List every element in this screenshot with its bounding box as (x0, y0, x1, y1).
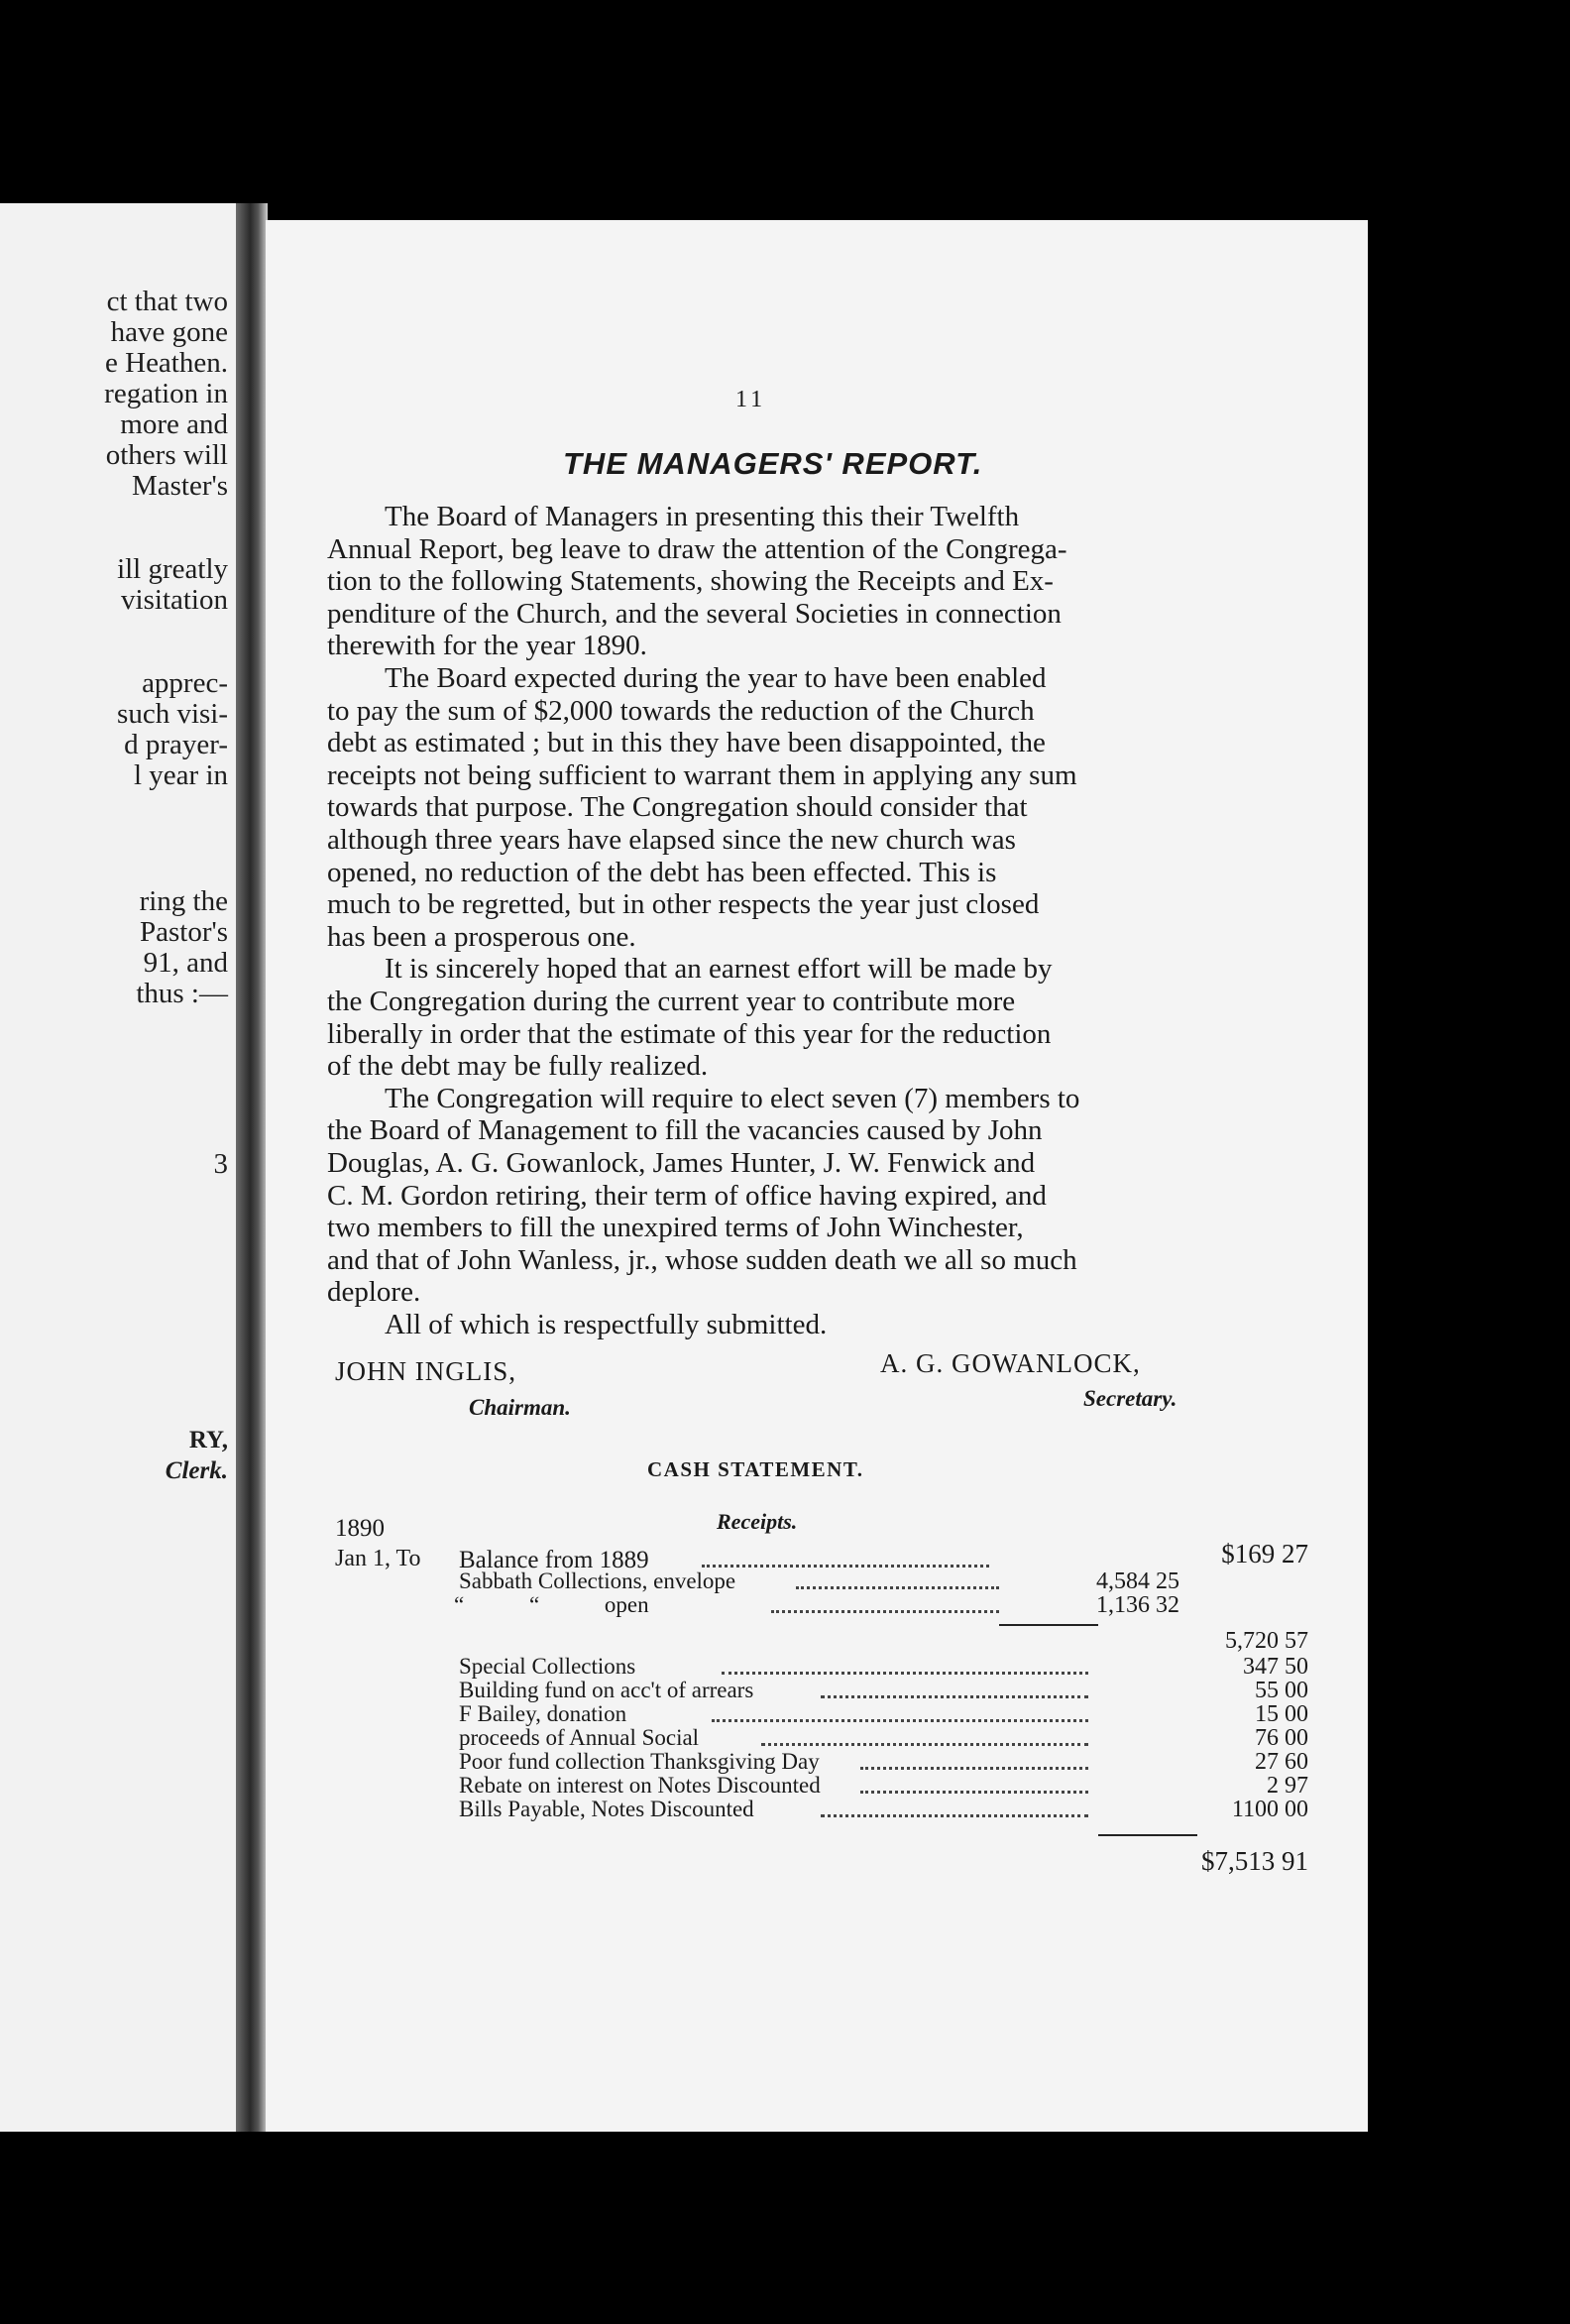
ledger-amount: 76 00 (1255, 1725, 1308, 1751)
left-page-line: regation in (104, 378, 228, 409)
ledger-amount: 2 97 (1267, 1773, 1308, 1799)
ledger-amount: $169 27 (1221, 1539, 1308, 1569)
dot-leader (712, 1719, 1088, 1722)
report-line: deplore. (327, 1276, 421, 1309)
report-line: has been a prosperous one. (327, 920, 636, 953)
left-page-line: have gone (110, 316, 228, 348)
dot-leader (771, 1610, 999, 1613)
left-page-line: RY, (188, 1427, 228, 1453)
dot-leader (761, 1743, 1088, 1746)
left-page-line: apprec- (142, 667, 228, 699)
secretary-role: Secretary. (1083, 1386, 1178, 1411)
page-number: 11 (735, 387, 767, 412)
report-line: towards that purpose. The Congregation should consider that (327, 791, 1028, 824)
left-page-line: ct that two (106, 286, 228, 317)
ledger-amount: 5,720 57 (1225, 1628, 1308, 1654)
ledger-label: proceeds of Annual Social (459, 1725, 700, 1750)
ledger-label: Balance from 1889 (459, 1547, 649, 1573)
total-rule (1098, 1834, 1197, 1836)
subtotal-rule (999, 1624, 1098, 1626)
report-line: penditure of the Church, and the several Societies in connection (327, 597, 1062, 630)
left-page-line: 91, and (143, 947, 228, 979)
dot-leader (796, 1586, 999, 1589)
report-line: The Board expected during the year to have been enabled (385, 662, 1047, 694)
ledger-amount: 1100 00 (1231, 1797, 1308, 1822)
report-line: and that of John Wanless, jr., whose sudden death we all so much (327, 1243, 1077, 1276)
cash-statement-heading: CASH STATEMENT. (647, 1457, 864, 1481)
ledger-label: Poor fund collection Thanksgiving Day (459, 1749, 820, 1774)
report-line: two members to fill the unexpired terms of John Winchester, (327, 1212, 1024, 1244)
left-page-line: Master's (131, 470, 228, 502)
ledger-label: Sabbath Collections, envelope (459, 1569, 736, 1593)
dot-leader (722, 1672, 1088, 1675)
left-page-line: 3 (213, 1148, 228, 1180)
ledger-amount: 27 60 (1255, 1749, 1308, 1775)
chairman-role: Chairman. (469, 1395, 571, 1420)
left-page-line: ring the (139, 885, 228, 917)
chairman-name: JOHN INGLIS, (335, 1356, 516, 1386)
report-line: Douglas, A. G. Gowanlock, James Hunter, J. W. Fenwick and (327, 1147, 1036, 1179)
ledger-label: Building fund on acc't of arrears (459, 1678, 754, 1702)
ledger-amount: 15 00 (1255, 1701, 1308, 1727)
left-page-line: ill greatly (117, 553, 228, 585)
report-line: debt as estimated ; but in this they have been disappointed, the (327, 727, 1046, 759)
report-line: The Board of Managers in presenting this their Twelfth (385, 501, 1020, 532)
ledger-amount: 4,584 25 (1096, 1569, 1179, 1594)
entry-date: Jan 1, To (335, 1546, 421, 1571)
report-line: All of which is respectfully submitted. (385, 1309, 828, 1340)
left-page-line: l year in (133, 759, 228, 791)
dot-leader (821, 1814, 1088, 1817)
report-line: the Congregation during the current year to contribute more (327, 986, 1016, 1017)
dot-leader (702, 1565, 989, 1568)
report-line: Annual Report, beg leave to draw the attention of the Congrega- (327, 532, 1067, 565)
right-page (266, 220, 1368, 2132)
left-page-line: Pastor's (139, 916, 228, 948)
receipts-heading: Receipts. (717, 1509, 798, 1534)
dot-leader (860, 1767, 1088, 1770)
left-facing-page (0, 203, 236, 2132)
report-line: of the debt may be fully realized. (327, 1050, 709, 1083)
ledger-label: Bills Payable, Notes Discounted (459, 1797, 754, 1821)
left-page-line: others will (105, 439, 228, 471)
ledger-label: F Bailey, donation (459, 1701, 627, 1726)
dot-leader (860, 1791, 1088, 1794)
left-page-line: Clerk. (165, 1457, 228, 1484)
left-page-line: such visi- (117, 698, 228, 730)
ledger-label: Rebate on interest on Notes Discounted (459, 1773, 821, 1798)
report-line: receipts not being sufficient to warrant them in applying any sum (327, 758, 1077, 791)
report-title: THE MANAGERS' REPORT. (563, 446, 983, 481)
report-line: the Board of Management to fill the vacancies caused by John (327, 1114, 1043, 1147)
statement-year: 1890 (335, 1515, 385, 1542)
ledger-label: “ “ open (454, 1592, 649, 1617)
left-page-line: more and (120, 408, 228, 440)
left-page-line: thus :— (136, 978, 228, 1009)
left-page-line: visitation (121, 584, 228, 616)
dot-leader (821, 1695, 1088, 1698)
ledger-label: Special Collections (459, 1654, 636, 1679)
ledger-amount: 347 50 (1243, 1654, 1308, 1680)
ledger-amount: 55 00 (1255, 1678, 1308, 1703)
report-line: to pay the sum of $2,000 towards the reduction of the Church (327, 694, 1035, 727)
report-line: It is sincerely hoped that an earnest effort will be made by (385, 953, 1053, 986)
report-line: much to be regretted, but in other respects the year just closed (327, 888, 1040, 921)
report-line: liberally in order that the estimate of this year for the reduction (327, 1017, 1052, 1050)
report-line: C. M. Gordon retiring, their term of office having expired, and (327, 1179, 1047, 1212)
ledger-amount: 1,136 32 (1096, 1592, 1179, 1618)
report-line: The Congregation will require to elect seven (7) members to (385, 1082, 1080, 1114)
total-amount: $7,513 91 (1201, 1846, 1308, 1876)
left-page-line: e Heathen. (105, 347, 228, 379)
report-line: therewith for the year 1890. (327, 630, 647, 662)
report-line: tion to the following Statements, showing the Receipts and Ex- (327, 565, 1054, 598)
report-line: opened, no reduction of the debt has been effected. This is (327, 856, 997, 888)
left-page-line: d prayer- (124, 729, 228, 760)
report-line: although three years have elapsed since the new church was (327, 824, 1016, 856)
secretary-name: A. G. GOWANLOCK, (880, 1348, 1141, 1378)
book-spine (236, 203, 268, 2132)
